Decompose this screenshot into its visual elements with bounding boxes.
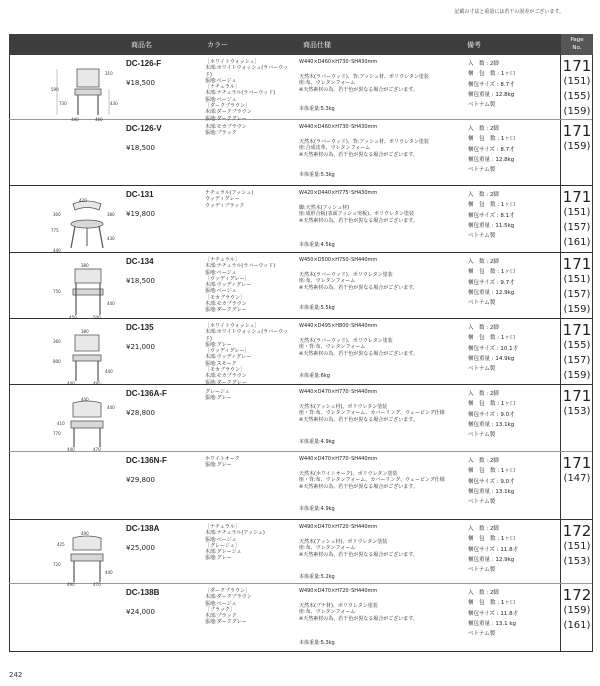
color-list [205, 588, 290, 626]
dim-label: 800 [53, 359, 61, 364]
color-item: 張地:ベージュ [205, 288, 237, 295]
page-ref: 171 [562, 122, 592, 140]
product-row [9, 385, 593, 452]
product-spec [299, 456, 464, 512]
dim-label: 430 [107, 236, 115, 241]
remark-item: 入 数 : 2脚 [468, 61, 499, 67]
page-ref: 171 [562, 387, 592, 405]
remarks [468, 190, 556, 241]
remark-item: ベトナム製 [468, 167, 496, 174]
remark-item: 梱包サイズ : 9.0才 [468, 411, 515, 418]
page-ref-col [560, 186, 593, 252]
spec-material: ※天然素材の為、若干色が異なる場合がございます。 [299, 416, 418, 423]
header-product-name: 商品名 [131, 41, 152, 49]
spec-material: ※天然素材の為、若干色が異なる場合がございます。 [299, 217, 418, 224]
page-ref: (151) [563, 541, 591, 552]
color-item: 木部:グレージュ [205, 549, 242, 556]
page-ref: (161) [563, 237, 591, 248]
spec-material: 座:布、ウレタンフォーム [299, 80, 356, 86]
dim-label: 750 [53, 289, 61, 294]
spec-material: 座:布、ウレタンフォーム [299, 609, 356, 615]
dim-label: 300 [53, 212, 61, 217]
page-ref: (155) [563, 340, 591, 351]
page-ref: (151) [563, 207, 591, 218]
spec-size: W420×D440×H775･SH430mm [299, 190, 378, 196]
product-code: DC-135 [126, 323, 154, 332]
color-item: 木部:ホワイトウォッシュ(ラバーウッド) [205, 329, 289, 342]
page-ref-col [560, 452, 593, 519]
page-ref: 171 [562, 454, 592, 472]
page-ref-col [560, 520, 593, 583]
spec-material: ※天然素材の為、若干色が異なる場合がございます。 [299, 483, 418, 490]
color-item: 張地:ベージュ [205, 600, 237, 607]
product-price: ¥25,000 [126, 544, 155, 552]
dim-label: 470 [93, 582, 101, 587]
product-code: DC-126-F [126, 59, 162, 68]
color-item: 木部:ナチュラル(ラバーウッド) [205, 90, 276, 97]
color-item: ［ブラック］ [205, 606, 235, 613]
spec-size: W440×D460×H730･SH430mm [299, 124, 378, 130]
color-item: 張地:ベージュ [205, 96, 237, 103]
remark-item: 梱包サイズ : 8.7才 [468, 81, 515, 88]
page-ref: (153) [563, 406, 591, 417]
spec-size: W440×D495×H800･SH440mm [299, 323, 378, 329]
dim-label: 490 [81, 531, 89, 536]
product-row [9, 253, 593, 319]
spec-material: 天然木(ラバーウッド)、背:アッシュ材、ポリウレタン塗装 [299, 73, 429, 80]
spec-material: ※天然素材の為、若干色が異なる場合がございます。 [299, 86, 418, 93]
color-item: 張地:ベージュ [205, 536, 237, 543]
spec-size: W440×D470×H770･SH440mm [299, 456, 378, 462]
dim-label: 450 [69, 315, 77, 320]
product-code: DC-138A [126, 524, 160, 533]
color-item: 張地:グレー [205, 462, 232, 469]
remark-item: ベトナム製 [468, 499, 496, 506]
remark-item: ベトナム製 [468, 233, 496, 240]
page-ref: (157) [563, 355, 591, 366]
color-item: 木部:ホワイトウォッシュ(ラバーウッド) [205, 65, 289, 78]
spec-weight: 本体重量:4.9kg [299, 439, 335, 445]
remark-item: ベトナム製 [468, 102, 496, 109]
spec-material: 座・背:布、ウレタンフォーム、カバーリング、ウェービング仕様 [299, 477, 445, 483]
color-item: ［グレージュ］ [205, 542, 240, 549]
page-ref-col [560, 319, 593, 384]
remark-item: 梱 包 数 : 1ヶ口 [468, 401, 516, 408]
remark-item: 梱包重量 : 12.9kg [468, 289, 515, 296]
remarks [468, 524, 556, 575]
dim-label: 775 [51, 228, 59, 233]
spec-weight: 本体重量:5.5kg [299, 305, 335, 311]
color-item: 張地:ダークグレー [205, 619, 247, 626]
chair-diagram [49, 395, 121, 453]
dim-label: 495 [93, 381, 101, 386]
color-list [205, 190, 290, 209]
product-code: DC-126-V [126, 124, 162, 133]
page-ref: (151) [563, 274, 591, 285]
color-item: 木部:ウッディグレー [205, 282, 252, 289]
chair-diagram [49, 263, 121, 321]
color-item: 張地:グレー [205, 395, 232, 402]
page-ref: (159) [563, 304, 591, 315]
dim-label: 770 [53, 431, 61, 436]
spec-weight: 本体重量:4.5kg [299, 242, 335, 248]
product-row [9, 55, 593, 120]
remark-item: 梱 包 数 : 1ヶ口 [468, 600, 516, 607]
spec-size: W450×D500×H750･SH440mm [299, 257, 378, 263]
product-row [9, 584, 593, 652]
page-ref: 171 [562, 255, 592, 273]
page-number: 242 [9, 671, 23, 679]
remark-item: 梱包重量 : 13.1kg [468, 488, 515, 495]
product-spec [299, 524, 464, 580]
spec-weight: 本体重量:4.9kg [299, 506, 335, 512]
color-item: ナチュラル(アッシュ) [205, 190, 254, 196]
spec-material: 天然木(アッシュ材)、ポリウレタン塗装 [299, 403, 388, 410]
color-list [205, 59, 290, 122]
remark-item: 梱包サイズ : 8.1才 [468, 212, 515, 219]
spec-material: 脚:天然木(アッシュ材) [299, 204, 350, 211]
spec-size: W490×D470×H720･SH440mm [299, 588, 378, 594]
dim-label: 440 [105, 369, 113, 374]
color-list [205, 456, 290, 469]
dim-label: 380 [107, 212, 115, 217]
color-item: ホワイトオーク [205, 456, 240, 462]
page-ref: (147) [563, 473, 591, 484]
remark-item: 梱包サイズ : 9.7才 [468, 279, 515, 286]
chair-diagram [49, 65, 121, 123]
remark-item: ベトナム製 [468, 432, 496, 439]
product-code: DC-138B [126, 588, 160, 597]
color-item: ［ホワイトウォッシュ］ [205, 323, 260, 329]
dim-label: 440 [71, 117, 79, 122]
remark-item: 梱包重量 : 12.8kg [468, 156, 515, 163]
spec-material: 天然木(ホワイトオーク)、ポリウレタン塗装 [299, 470, 398, 477]
color-item: ［ウッディグレー］ [205, 275, 250, 282]
dim-label: 470 [93, 447, 101, 452]
color-item: 張地:ダークグレー [205, 307, 247, 314]
color-list [205, 323, 290, 386]
remark-item: 梱包サイズ : 10.1才 [468, 345, 519, 352]
chair-diagram [49, 329, 121, 387]
spec-material: 座:合成皮革、ウレタンフォーム [299, 145, 371, 151]
dim-label: 380 [81, 329, 89, 334]
color-item: 木部:モカブラウン [205, 373, 247, 380]
product-code: DC-134 [126, 257, 154, 266]
product-price: ¥18,500 [126, 277, 155, 285]
color-item: ［モカブラウン］ [205, 294, 246, 301]
spec-size: W490×D470×H720･SH440mm [299, 524, 378, 530]
remarks [468, 456, 556, 507]
remarks [468, 257, 556, 308]
color-item: ウッディブラック [205, 202, 245, 209]
color-item: 張地:グレー [205, 341, 232, 348]
dim-label: 490 [67, 582, 75, 587]
remark-item: 梱包重量 : 13.1kg [468, 421, 515, 428]
color-item: 木部:ダークブラウン [205, 109, 252, 116]
product-price: ¥24,000 [126, 608, 155, 616]
product-spec [299, 323, 464, 379]
spec-material: 座・背:布、ウレタンフォーム、カバーリング、ウェービング仕様 [299, 410, 445, 416]
product-code: DC-136N-F [126, 456, 167, 465]
color-item: 木部:ダークブラウン [205, 594, 252, 601]
page-ref: 172 [562, 586, 592, 604]
color-item: ［ナチュラル］ [205, 84, 240, 91]
remark-item: 梱 包 数 : 1ヶ口 [468, 536, 516, 543]
remark-item: 梱包サイズ : 8.7才 [468, 146, 515, 153]
product-spec [299, 190, 464, 248]
product-spec [299, 257, 464, 311]
color-item: 張地:グレー [205, 555, 232, 562]
page-ref-col [560, 253, 593, 318]
dim-label: 380 [81, 263, 89, 268]
dim-label: 440 [67, 381, 75, 386]
color-item: ［モカブラウン］ [205, 367, 246, 374]
remark-item: 梱包重量 : 14.9kg [468, 355, 515, 362]
dim-label: 420 [79, 198, 87, 203]
remark-item: 梱包重量 : 11.5kg [468, 222, 515, 229]
color-item: 木部:ウッディグレー [205, 354, 252, 361]
remark-item: 梱包重量 : 12.8kg [468, 91, 515, 98]
header-spec: 商品仕様 [303, 41, 331, 49]
remark-item: 梱包サイズ : 9.0才 [468, 478, 515, 485]
spec-material: 天然木(ラバーウッド)、ポリウレタン塗装 [299, 337, 393, 344]
product-price: ¥28,800 [126, 409, 155, 417]
remarks [468, 389, 556, 440]
page-ref: (159) [563, 106, 591, 117]
spec-weight: 本体重量:6kg [299, 373, 330, 379]
remark-item: 入 数 : 2脚 [468, 458, 499, 464]
spec-material: 天然木(ラバーウッド)、ポリウレタン塗装 [299, 271, 393, 278]
remark-item: 梱包サイズ : 11.8才 [468, 610, 519, 617]
product-spec [299, 588, 464, 646]
remark-item: 入 数 : 2脚 [468, 126, 499, 132]
color-item: グレージュ [205, 389, 230, 395]
page-ref-col [560, 584, 593, 651]
page-ref-col [560, 385, 593, 451]
page-ref: 171 [562, 57, 592, 75]
product-code: DC-136A-F [126, 389, 167, 398]
color-item: 張地:ダークグレー [205, 379, 247, 386]
color-item: ［ダークブラウン］ [205, 103, 251, 110]
dim-label: 360 [53, 339, 61, 344]
page-ref: (159) [563, 141, 591, 152]
chair-diagram [49, 196, 121, 254]
color-item: ［ナチュラル］ [205, 257, 240, 263]
remark-item: 梱 包 数 : 1ヶ口 [468, 468, 516, 475]
dim-label: 720 [53, 562, 61, 567]
spec-material: ※天然素材の為、若干色が異なる場合がございます。 [299, 350, 418, 357]
spec-weight: 本体重量:5.3kg [299, 640, 335, 646]
product-price: ¥21,000 [126, 343, 155, 351]
color-list [205, 124, 290, 137]
dim-label: 410 [57, 421, 65, 426]
color-item: 木部:ブラック [205, 613, 237, 620]
color-item: 張地:ダークグレー [205, 115, 247, 122]
page-ref-col [560, 55, 593, 119]
remarks [468, 59, 556, 110]
remark-item: 梱 包 数 : 1ヶ口 [468, 136, 516, 143]
remarks [468, 124, 556, 175]
color-item: 木部:ナチュラル(ラバーウッド) [205, 263, 276, 270]
product-row [9, 520, 593, 587]
remarks [468, 588, 556, 639]
remark-item: ベトナム製 [468, 631, 496, 638]
spec-material: 座:布、ウレタンフォーム [299, 545, 356, 551]
spec-weight: 本体重量:5.2kg [299, 574, 335, 580]
product-row [9, 452, 593, 520]
dim-label: 440 [67, 447, 75, 452]
page-ref: (155) [563, 91, 591, 102]
spec-material: 天然木(ブナ材)、ポリウレタン塗装 [299, 602, 378, 609]
color-item: 張地:ベージュ [205, 77, 237, 84]
color-list [205, 257, 290, 314]
product-row [9, 120, 593, 186]
header-remarks: 備考 [467, 41, 481, 49]
spec-weight: 本体重量:5.3kg [299, 106, 335, 112]
header-page-no: Page No. [561, 34, 593, 55]
dim-label: 460 [95, 117, 103, 122]
spec-material: ※天然素材の為、若干色が異なる場合がございます。 [299, 151, 418, 158]
page-ref: (157) [563, 222, 591, 233]
product-table [9, 55, 593, 652]
spec-material: 座:布、ウレタンフォーム [299, 278, 356, 284]
remark-item: 梱 包 数 : 1ヶ口 [468, 335, 516, 342]
color-item: 張地:ベージュ [205, 269, 237, 276]
color-item: 木部:モカブラウン [205, 124, 247, 130]
color-item: 張地:スモーク [205, 360, 237, 367]
color-item: ［ナチュラル］ [205, 524, 240, 530]
page-ref: (161) [563, 620, 591, 631]
page-ref: 172 [562, 522, 592, 540]
spec-material: ※天然素材の為、若干色が異なる場合がございます。 [299, 551, 418, 558]
dim-label: 400 [81, 397, 89, 402]
dim-label: 440 [53, 248, 61, 253]
spec-size: W440×D470×H770･SH440mm [299, 389, 378, 395]
chair-diagram [49, 530, 121, 588]
spec-material: 座:成形合板(表面アッシュ突板)、ポリウレタン塗装 [299, 211, 414, 217]
product-spec [299, 59, 464, 112]
product-price: ¥18,500 [126, 144, 155, 152]
page-ref-col [560, 120, 593, 185]
remark-item: 入 数 : 2脚 [468, 526, 499, 532]
dim-label: 440 [105, 570, 113, 575]
page-ref: (159) [563, 370, 591, 381]
spec-material: 天然木(アッシュ材)、ポリウレタン塗装 [299, 538, 388, 545]
spec-material: ※天然素材の為、若干色が異なる場合がございます。 [299, 615, 418, 622]
color-list [205, 524, 290, 562]
remark-item: ベトナム製 [468, 567, 496, 574]
dim-label: 425 [57, 542, 65, 547]
product-spec [299, 124, 464, 178]
dim-label: 440 [107, 405, 115, 410]
color-item: ［ホワイトウォッシュ］ [205, 59, 260, 65]
spec-material: 天然木(ラバーウッド)、背:アッシュ材、ポリウレタン塗装 [299, 138, 429, 145]
product-price: ¥19,800 [126, 210, 155, 218]
product-row [9, 319, 593, 385]
product-code: DC-131 [126, 190, 154, 199]
color-item: 木部:ナチュラル(アッシュ) [205, 530, 265, 537]
color-item: ウッディグレー [205, 196, 240, 203]
dim-label: 430 [110, 101, 118, 106]
color-item: ［ダークブラウン］ [205, 588, 251, 594]
remark-item: 梱 包 数 : 1ヶ口 [468, 71, 516, 78]
page-ref: (157) [563, 289, 591, 300]
dimension-note: 記載の寸法と重量には若干の誤差がございます。 [454, 9, 564, 15]
remarks [468, 323, 556, 374]
color-item: 木部:モカブラウン [205, 301, 247, 308]
remark-item: 梱 包 数 : 1ヶ口 [468, 202, 516, 209]
spec-material: ※天然素材の為、若干色が異なる場合がございます。 [299, 284, 418, 291]
product-spec [299, 389, 464, 445]
spec-material: 座・背:布、ウレタンフォーム [299, 344, 366, 350]
spec-size: W440×D460×H730･SH430mm [299, 59, 378, 65]
remark-item: 入 数 : 2脚 [468, 192, 499, 198]
remark-item: 梱包サイズ : 11.8才 [468, 546, 519, 553]
dim-label: 310 [105, 71, 113, 76]
page-ref: (153) [563, 556, 591, 567]
product-price: ¥29,800 [126, 476, 155, 484]
dim-label: 730 [59, 101, 67, 106]
remark-item: 梱包重量 : 13.1 kg [468, 620, 517, 627]
page-ref: (159) [563, 605, 591, 616]
remark-item: 入 数 : 2脚 [468, 590, 499, 596]
product-price: ¥18,500 [126, 79, 155, 87]
remark-item: ベトナム製 [468, 366, 496, 373]
dim-label: 500 [93, 315, 101, 320]
color-item: ［ウッディグレー］ [205, 348, 250, 355]
page-ref: (151) [563, 76, 591, 87]
product-row [9, 186, 593, 253]
remark-item: ベトナム製 [468, 300, 496, 307]
remark-item: 梱包重量 : 12.9kg [468, 556, 515, 563]
table-header [9, 34, 593, 55]
spec-weight: 本体重量:5.3kg [299, 172, 335, 178]
page-ref: 171 [562, 321, 592, 339]
dim-label: 590 [51, 87, 59, 92]
remark-item: 梱 包 数 : 1ヶ口 [468, 269, 516, 276]
dim-label: 440 [107, 301, 115, 306]
remark-item: 入 数 : 2脚 [468, 391, 499, 397]
page-ref: 171 [562, 188, 592, 206]
color-item: 張地:ブラック [205, 130, 237, 137]
color-list [205, 389, 290, 402]
remark-item: 入 数 : 2脚 [468, 259, 499, 265]
remark-item: 入 数 : 2脚 [468, 325, 499, 331]
header-color: カラー [207, 41, 228, 49]
